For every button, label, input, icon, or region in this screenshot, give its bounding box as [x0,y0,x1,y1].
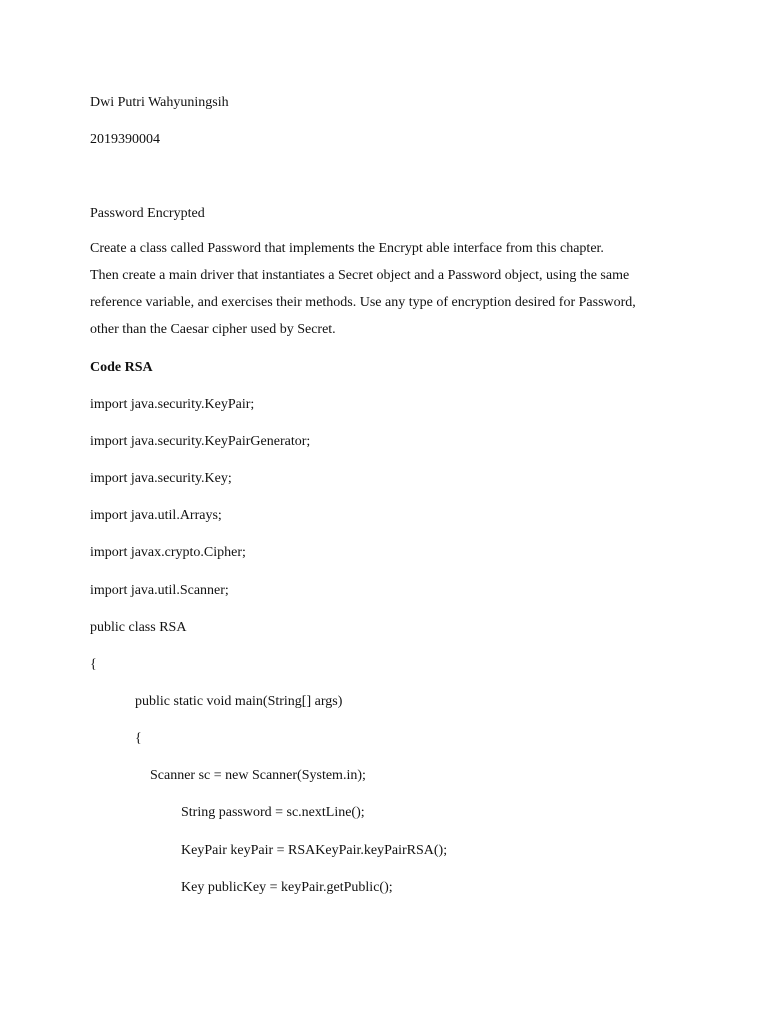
author-id: 2019390004 [90,132,160,147]
author-name: Dwi Putri Wahyuningsih [90,95,229,110]
paragraph-line: reference variable, and exercises their methods. Use any type of encryption desired for Password, [90,295,636,310]
code-line: public static void main(String[] args) [135,694,343,709]
code-line: String password = sc.nextLine(); [181,805,365,820]
code-heading: Code RSA [90,360,153,375]
code-line: import java.security.Key; [90,471,232,486]
code-line: KeyPair keyPair = RSAKeyPair.keyPairRSA(); [181,843,448,858]
code-line: public class RSA [90,620,187,635]
code-line: Scanner sc = new Scanner(System.in); [150,768,366,783]
section-title: Password Encrypted [90,206,205,221]
code-line: import java.security.KeyPairGenerator; [90,434,311,449]
paragraph-line: Create a class called Password that implements the Encrypt able interface from this chapter. [90,241,604,256]
section-paragraph [90,240,690,348]
code-line: import javax.crypto.Cipher; [90,545,246,560]
code-line: Key publicKey = keyPair.getPublic(); [181,880,393,895]
code-line: import java.util.Arrays; [90,508,222,523]
code-line: { [135,731,142,746]
paragraph-line: Then create a main driver that instantiates a Secret object and a Password object, using the same [90,268,630,283]
code-line: import java.util.Scanner; [90,583,229,598]
paragraph-line: other than the Caesar cipher used by Secret. [90,322,336,337]
code-line: { [90,657,97,672]
code-line: import java.security.KeyPair; [90,397,255,412]
